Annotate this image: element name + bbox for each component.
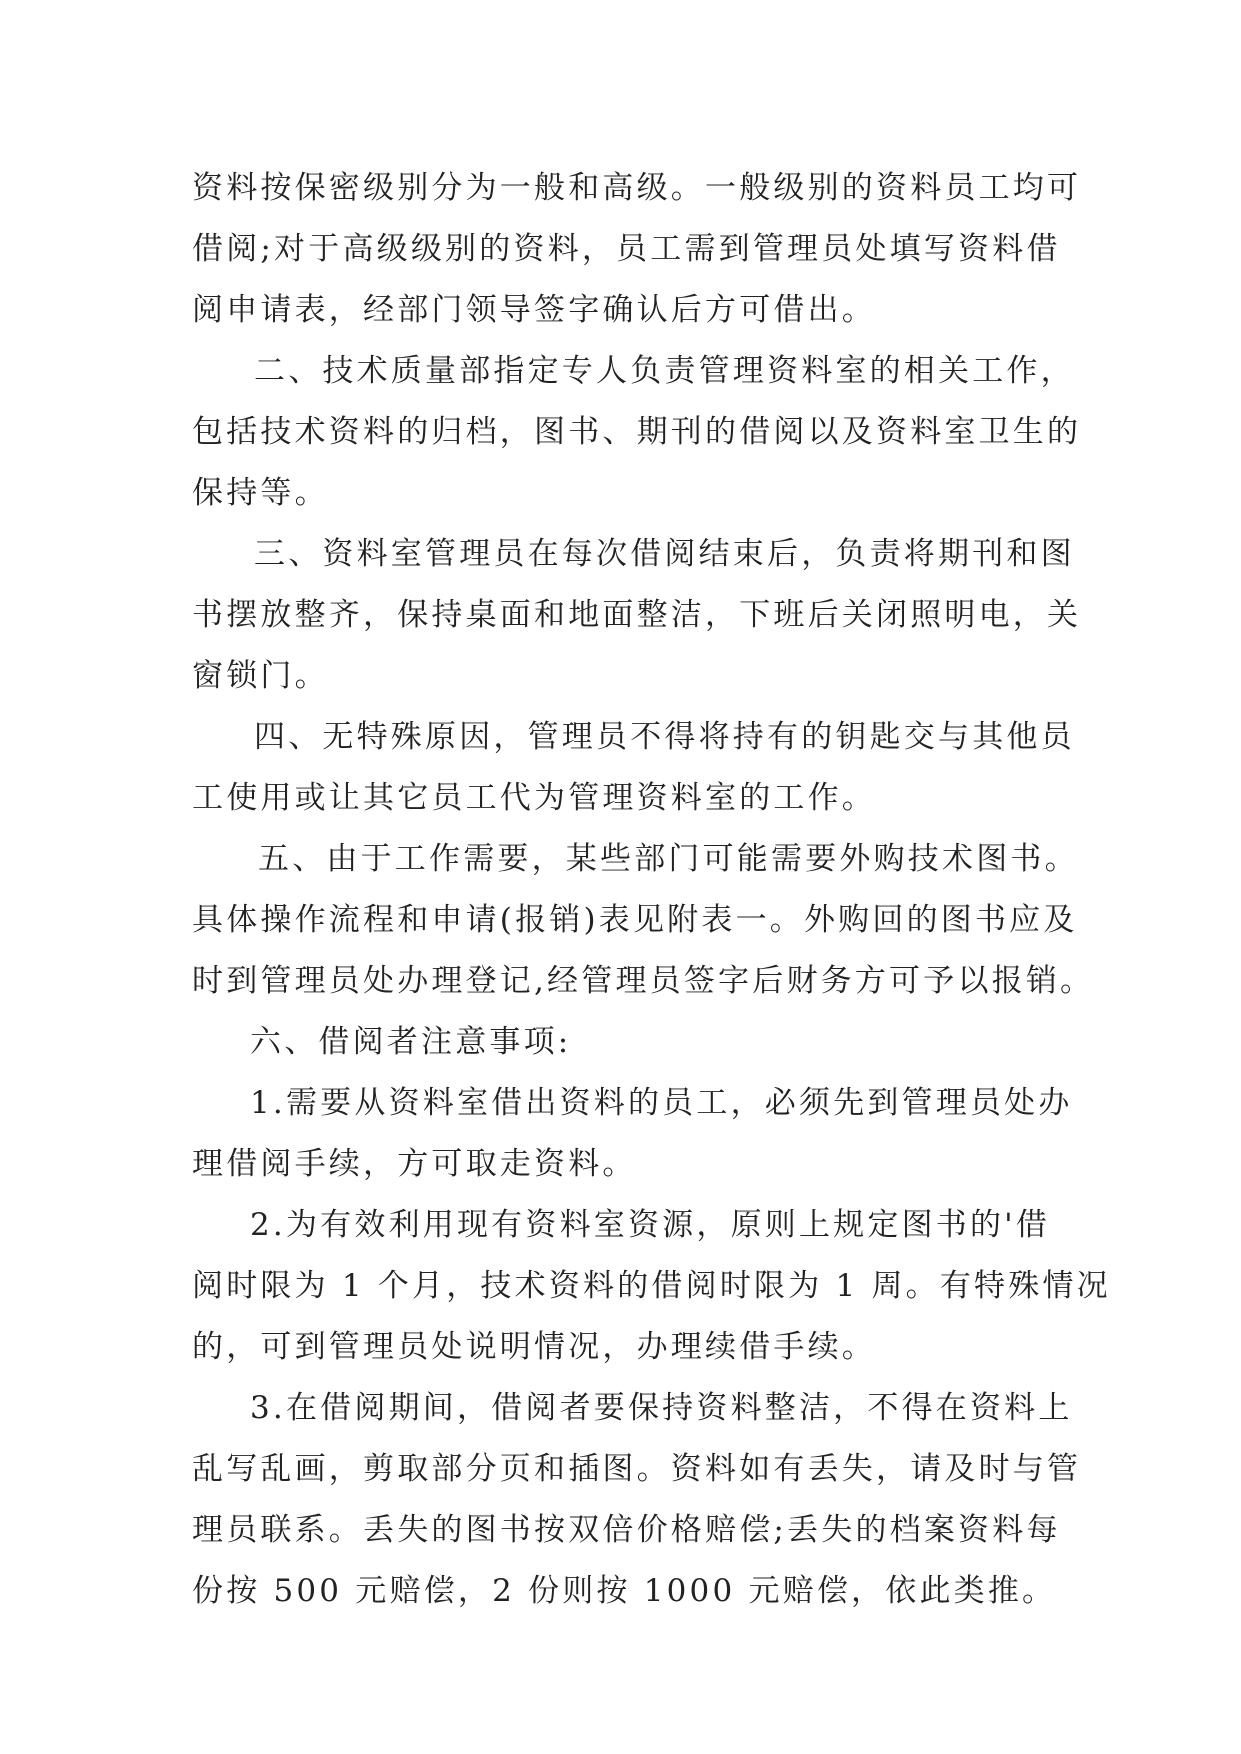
text-line: 窗锁门。 (192, 658, 329, 694)
text-line: 份按 500 元赔偿，2 份则按 1000 元赔偿，依此类推。 (192, 1573, 1057, 1609)
text-line: 阅申请表，经部门领导签字确认后方可借出。 (192, 292, 876, 328)
text-line: 四、无特殊原因，管理员不得将持有的钥匙交与其他员 (254, 719, 1075, 755)
paragraph-item-3 (192, 524, 1082, 707)
text-line: 理员联系。丢失的图书按双倍价格赔偿;丢失的档案资料每 (192, 1512, 1061, 1548)
text-line: 包括技术资料的归档，图书、期刊的借阅以及资料室卫生的 (192, 414, 1082, 450)
text-line: 工使用或让其它员工代为管理资料室的工作。 (192, 780, 876, 816)
document-body (192, 158, 1111, 1622)
paragraph-item-5 (192, 829, 1095, 1012)
paragraph-note-1 (192, 1073, 1073, 1195)
text-line: 3.在借阅期间，借阅者要保持资料整洁，不得在资料上 (250, 1390, 1073, 1426)
text-line: 理借阅手续，方可取走资料。 (192, 1146, 637, 1182)
text-line: 的，可到管理员处说明情况，办理续借手续。 (192, 1329, 876, 1365)
text-line: 二、技术质量部指定专人负责管理资料室的相关工作， (254, 353, 1075, 389)
paragraph-classification (192, 158, 1082, 341)
text-line: 具体操作流程和申请(报销)表见附表一。外购回的图书应及 (192, 902, 1078, 938)
text-line: 五、由于工作需要，某些部门可能需要外购技术图书。 (258, 841, 1079, 877)
text-line: 三、资料室管理员在每次借阅结束后，负责将期刊和图 (254, 536, 1075, 572)
text-line: 书摆放整齐，保持桌面和地面整洁，下班后关闭照明电，关 (192, 597, 1082, 633)
text-line: 2.为有效利用现有资料室资源，原则上规定图书的'借 (250, 1207, 1051, 1243)
text-line: 保持等。 (192, 475, 329, 511)
paragraph-note-2 (192, 1195, 1111, 1378)
paragraph-note-3 (192, 1378, 1082, 1622)
text-line: 阅时限为 1 个月，技术资料的借阅时限为 1 周。有特殊情况 (192, 1268, 1111, 1304)
text-line: 六、借阅者注意事项: (250, 1024, 572, 1060)
paragraph-item-2 (192, 341, 1082, 524)
paragraph-item-4 (192, 707, 1075, 829)
paragraph-item-6 (192, 1012, 1062, 1073)
text-line: 时到管理员处办理登记,经管理员签字后财务方可予以报销。 (192, 963, 1095, 999)
text-line: 借阅;对于高级级别的资料，员工需到管理员处填写资料借 (192, 231, 1061, 267)
text-line: 1.需要从资料室借出资料的员工，必须先到管理员处办 (250, 1085, 1073, 1121)
text-line: 资料按保密级别分为一般和高级。一般级别的资料员工均可 (192, 170, 1082, 206)
text-line: 乱写乱画，剪取部分页和插图。资料如有丢失，请及时与管 (192, 1451, 1082, 1487)
